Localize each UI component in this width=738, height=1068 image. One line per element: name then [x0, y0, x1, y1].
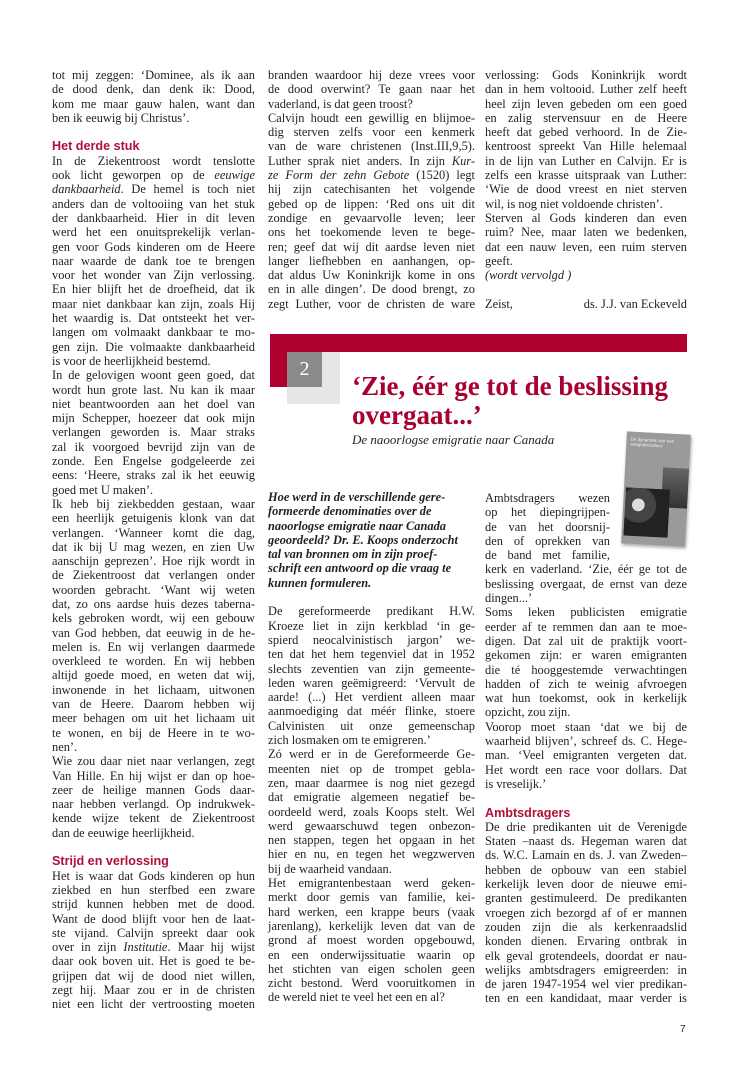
- paragraph: [268, 604, 475, 747]
- text-line: naar waarde de dank toe te brengen: [52, 253, 255, 268]
- text-line: strijd kunnen hebben met de dood.: [52, 897, 255, 912]
- text-line: niet een licht der vertroosting moeten: [52, 997, 255, 1012]
- article-header-bar: [270, 334, 687, 352]
- text-line: ds. W.C. Lamain en ds. J. van Zweden–: [485, 848, 687, 863]
- text-line: leden waren geëmigreerd: ‘Vervult de: [268, 675, 475, 690]
- page-number: 7: [680, 1024, 686, 1035]
- text-line: meenten niet op de trompet gebla-: [268, 761, 475, 776]
- text-line: ren; geef dat wij dit aardse leven niet: [268, 239, 475, 254]
- text-line: hadden of zich te weinig afvroegen: [485, 676, 687, 691]
- text-line: jarenlang), kerkelijk leven dat van de: [268, 918, 475, 933]
- column-3-text: [485, 68, 687, 311]
- paragraph: [268, 747, 475, 876]
- article-title: ‘Zie, éér ge tot de beslissing overgaat...’: [352, 371, 668, 430]
- text-line: Het derde stuk: [52, 139, 140, 154]
- text-line: niet beantwoorden aan het doel van: [52, 396, 255, 411]
- text-segment: . De hemel is toch niet: [120, 182, 255, 197]
- paragraph: [52, 154, 255, 368]
- text-line: digen. Dat zal uit de praktijk voort-: [485, 633, 687, 648]
- text-line: schrift een antwoord op die vraag te: [268, 561, 452, 576]
- text-line: meer behagen om uit het lichaam uit: [52, 711, 255, 726]
- section-heading: [52, 854, 255, 868]
- text-line: heeft dat gebed verhoord. In de Zie-: [485, 125, 687, 140]
- text-line: naoorlogse emigratie naar Canada: [268, 518, 446, 533]
- text-line: verlangen geworden is. Maar straks: [52, 425, 255, 440]
- article-number-badge: 2: [287, 352, 322, 387]
- text-line: Want de dood blijft voor hen de laat-: [52, 911, 255, 926]
- text-line: kom me maar gauw halen, want dan: [52, 96, 255, 111]
- text-line: en in alle dingen’. De dood brengt, zo: [268, 282, 475, 297]
- text-line: grijpen dat wij de dood niet willen,: [52, 968, 255, 983]
- text-line: Hoe werd in de verschillende gere-: [268, 490, 446, 504]
- text-line: ben ik eeuwig bij Christus’.: [52, 110, 190, 125]
- text-line: dat emigratie algemeen negatief be-: [268, 790, 475, 805]
- text-line: ste vijand. Calvijn spreekt daar ook: [52, 925, 255, 940]
- text-line: merkt door gemis van familie, kei-: [268, 890, 475, 905]
- text-line: het stichten van eigen scholen geen: [268, 961, 475, 976]
- text-line: Sterven al Gods kinderen dan even: [485, 210, 687, 225]
- paragraph-gap: [52, 125, 255, 139]
- text-line: En hier blijft het de droefheid, dat ik: [52, 282, 255, 297]
- text-line: anders dan de voltooiing van het stuk: [52, 196, 255, 211]
- text-line: De drie predikanten uit de Verenigde: [485, 819, 687, 834]
- paragraph: [268, 111, 475, 311]
- text-line: nen stappen, tegen het opgaan in het: [268, 833, 475, 848]
- text-line: ziekbed en hun sterfbed een zware: [52, 882, 255, 897]
- text-line: Kroeze liet in zijn kerkblad ‘in ge-: [268, 618, 475, 633]
- text-line: kerk en vaderland. ‘Zie, éér ge tot de: [485, 562, 687, 577]
- text-line: mijn Schepper, hoezeer dat ook mijn: [52, 411, 255, 426]
- text-line: ‘Wie de dood vreest en niet sterven: [485, 182, 687, 197]
- text-line: van God hebben, dat eeuwig in de he-: [52, 625, 255, 640]
- text-line: [268, 154, 475, 168]
- text-line: langen om volmaakt dankbaar te mo-: [52, 325, 255, 340]
- text-line: woorden gebracht. ‘Want wij weten: [52, 582, 255, 597]
- text-line: een heerlijk getuigenis klonk van dat: [52, 511, 255, 526]
- text-line: In de gelovigen woont geen goed, dat: [52, 368, 255, 383]
- text-line: Zó werd er in de Gereformeerde Ge-: [268, 747, 475, 762]
- text-line: en zalig stervensuur en de Heere: [485, 110, 687, 125]
- text-line: melen is. En wij verlangen daarmede: [52, 639, 255, 654]
- text-line: vaderland, is dat geen troost?: [268, 96, 413, 111]
- column-2-text: [268, 68, 475, 311]
- text-line: kende wijze tekent de Ziekentroost: [52, 811, 255, 826]
- text-line: voor het wonder van Zijn verlossing.: [52, 268, 255, 283]
- text-line: der dankbaarheid. Hier in dit leven: [52, 210, 255, 225]
- text-line: [52, 168, 255, 182]
- text-line: Van Hille. En hij wijst er dan op hoe-: [52, 768, 255, 783]
- text-line: kentroost spreekt Van Hille helemaal: [485, 139, 687, 154]
- paragraph: [52, 368, 255, 497]
- paragraph: [52, 68, 255, 125]
- text-line: gen voor Gods kinderen om de Heere: [52, 239, 255, 254]
- text-line: konden dienen. Ervaring ontbrak in: [485, 934, 687, 949]
- text-line: in de lijn van Luther en Calvijn. Er is: [485, 153, 687, 168]
- book-cover-title: De dynamiek van een emigratiecultuur: [630, 436, 675, 449]
- text-line: de jaren 1947-1954 wel vier predikan-: [485, 977, 687, 992]
- text-line: dingen...’: [485, 591, 533, 606]
- text-line: aarde! (...) Het verdient alleen maar: [268, 690, 475, 705]
- text-line: wordt hun grote last. Nu kan ik maar: [52, 382, 255, 397]
- text-line: eerder af te remmen dan aan te moe-: [485, 619, 687, 634]
- text-line: geoordeeld? Dr. E. Koops onderzocht: [268, 532, 458, 547]
- text-line: Voorop moet staan ‘dat we bij de: [485, 719, 687, 734]
- text-line: welijks ambtsdragers emigreerden: in: [485, 962, 687, 977]
- text-line: tot mij zeggen: ‘Dominee, als ik aan: [52, 68, 255, 82]
- text-segment: (1520) legt: [409, 168, 476, 183]
- text-line: Strijd en verlossing: [52, 854, 169, 869]
- text-line: hebben de opbouw van een stabiel: [485, 862, 687, 877]
- text-line: de Ziekentroost dat verlangen onder: [52, 568, 255, 583]
- text-line: geeft.: [485, 253, 513, 268]
- paragraph-gap: [485, 791, 687, 805]
- text-line: [52, 940, 255, 954]
- paragraph: [268, 876, 475, 1005]
- text-line: wat hun toekomst, ook in kerkelijk: [485, 691, 687, 706]
- author-place: Zeist,: [485, 296, 513, 311]
- text-line: Het emigrantenbestaan werd geken-: [268, 876, 475, 891]
- text-line: op het diepingrijpen-: [485, 505, 610, 520]
- text-line: naar hebben verlangd. Op indrukwek-: [52, 797, 255, 812]
- text-segment: ook licht geworpen op de: [52, 168, 215, 183]
- text-line: Calvinisten uit onze gemeenschap: [268, 718, 475, 733]
- text-line: Ik heb bij ziekbedden gestaan, waar: [52, 496, 255, 511]
- text-line: tal van bronnen om in zijn proef-: [268, 547, 438, 562]
- text-line: kunnen formuleren.: [268, 575, 372, 590]
- text-line: slechts zeventien van zijn gemeente-: [268, 661, 475, 676]
- text-line: dig sterven zelfs voor een kenmerk: [268, 125, 475, 140]
- paragraph: [52, 869, 255, 1012]
- text-line: oordeeld werd, zoals Koops stelt. Wel: [268, 804, 475, 819]
- text-line: ons het toekomende leven te bege-: [268, 225, 475, 240]
- text-line: maar niet dankbaar kan zijn, zoals Hij: [52, 296, 255, 311]
- text-line: die té hooggestemde verwachtingen: [485, 662, 687, 677]
- text-line: ten en een kandidaat, maar verder is: [485, 991, 687, 1006]
- text-line: Het wordt een race voor dollars. Dat: [485, 762, 687, 777]
- text-line: zouden zijn die als kerkenraadslid: [485, 919, 687, 934]
- text-line: de van het doorsnij-: [485, 519, 610, 534]
- text-line: bij de waarheid vandaan.: [268, 861, 392, 876]
- text-line: Staten –naast ds. Hegeman waren dat: [485, 834, 687, 849]
- text-line: zelfs een krasse uitspraak van Luther:: [485, 168, 687, 183]
- text-line: gekomen zijn: er waren emigranten: [485, 648, 687, 663]
- text-line: dat ik bij U mag wezen, en zien Uw: [52, 539, 255, 554]
- text-line: opzicht, zou zijn.: [485, 705, 571, 720]
- text-line: Calvijn houdt een gewillig en blijmoe-: [268, 110, 475, 125]
- text-segment: Luther sprak niet anders. In zijn: [268, 153, 452, 168]
- text-line: dan in hem voltooid. Luther zelf heeft: [485, 82, 687, 97]
- text-line: wil, is nog niet voldoende christen’.: [485, 196, 663, 211]
- text-line: zal ik voorgoed bevrijd zijn van de: [52, 439, 255, 454]
- paragraph: [485, 491, 687, 605]
- text-line: zeer de heilige mannen Gods daar-: [52, 782, 255, 797]
- article-column-left: [268, 490, 475, 1005]
- paragraph-gap: [485, 282, 687, 296]
- text-line: de band met familie,: [485, 548, 610, 563]
- text-line: (wordt vervolgd ): [485, 268, 572, 283]
- text-line: te wonen, en bij de Heere in te wo-: [52, 725, 255, 740]
- text-line: langer liefhebben en aanhangen, op-: [268, 253, 475, 268]
- italic-text: ze Form der zehn Gebote: [268, 168, 410, 183]
- section-heading: [52, 139, 255, 153]
- paragraph: [485, 720, 687, 791]
- text-line: van de Heere. Daarom hebben wij: [52, 697, 255, 712]
- text-line: zegt Luther, voor de christen de ware: [268, 296, 475, 311]
- paragraph: [485, 211, 687, 268]
- paragraph: [268, 68, 475, 111]
- text-line: [268, 168, 475, 182]
- text-line: en een onderwijssituatie waarin op: [268, 947, 475, 962]
- text-line: spierd neocalvinistisch jargon’ we-: [268, 632, 475, 647]
- text-line: den of oprekken van: [485, 533, 610, 548]
- text-line: het waardig is. Dat ontsteekt het ver-: [52, 311, 255, 326]
- text-line: Het is waar dat Gods kinderen op hun: [52, 868, 255, 883]
- italic-text: dankbaarheid: [52, 182, 121, 197]
- italic-text: eeuwige: [214, 168, 255, 183]
- text-line: verlossing: Gods Koninkrijk wordt: [485, 68, 687, 82]
- text-line: Soms leken publicisten emigratie: [485, 605, 687, 620]
- text-line: [52, 182, 255, 196]
- text-line: gebed op de lippen: ‘Red ons uit dit: [268, 196, 475, 211]
- text-line: is voor de heerlijkheid bestemd.: [52, 353, 211, 368]
- text-line: dat een nauw leven, een ruim sterven: [485, 239, 687, 254]
- text-line: hier en nu, en tegen het wegzwerven: [268, 847, 475, 862]
- paragraph: [485, 820, 687, 1006]
- text-line: werd het een onuitsprekelijk verlan-: [52, 225, 255, 240]
- text-line: hard werken, een krappe beurs (vaak: [268, 904, 475, 919]
- author-name: ds. J.J. van Eckeveld: [583, 296, 687, 311]
- text-line: vroegen zich bezorgd af of er mannen: [485, 905, 687, 920]
- text-segment: over in zijn: [52, 940, 124, 955]
- text-line: aanschijn geprezen’. Hoe rijk wordt in: [52, 554, 255, 569]
- text-line: grond af moest worden opgebouwd,: [268, 933, 475, 948]
- text-line: zen, maar daarmee is nog niet gezegd: [268, 775, 475, 790]
- text-line: is vreselijk.’: [485, 776, 547, 791]
- text-segment: . Maar hij wijst: [167, 940, 255, 955]
- paragraph: [52, 754, 255, 840]
- text-line: aanmoediging dat méér flinke, stoere: [268, 704, 475, 719]
- text-line: dan de eeuwige heerlijkheid.: [52, 825, 195, 840]
- text-line: inwonende in het lichaam, uitwonen: [52, 682, 255, 697]
- text-line: ruim? Nee, maar laten we bedenken,: [485, 225, 687, 240]
- text-line: kerkelijk leven door de nieuwe emi-: [485, 877, 687, 892]
- text-line: beslissing overgaat, de ernst van deze: [485, 576, 687, 591]
- text-line: Ambtsdragers wezen: [485, 491, 610, 505]
- text-line: man. ‘Veel emigranten vergeten dat.: [485, 748, 687, 763]
- text-line: de dood denk, dan denk ik: Dood,: [52, 82, 255, 97]
- text-line: De gereformeerde predikant H.W.: [268, 604, 475, 619]
- section-heading: [485, 806, 687, 820]
- text-line: verlangen. ‘Wanneer komt die dag,: [52, 525, 255, 540]
- text-line: kels gebroken wordt, wij een gebouw: [52, 611, 255, 626]
- text-line: zich losmaken om te emigreren.’: [268, 733, 431, 748]
- text-line: gen zijn. Die volmaakte dankbaarheid: [52, 339, 255, 354]
- text-line: dat aldus Uw Koninkrijk kome in ons: [268, 268, 475, 283]
- text-line: daar ook boven uit. Het is goed te be-: [52, 954, 255, 969]
- text-line: goed met U maken’.: [52, 482, 154, 497]
- text-line: ten dat het hem tegenviel dat in 1952: [268, 647, 475, 662]
- text-line: branden waardoor hij deze vrees voor: [268, 68, 475, 82]
- paragraph-gap: [52, 840, 255, 854]
- paragraph: [485, 68, 687, 211]
- text-line: In de Ziekentroost wordt tenslotte: [52, 153, 255, 168]
- paragraph: [485, 268, 687, 282]
- text-line: Ambtsdragers: [485, 805, 571, 820]
- signature: [485, 297, 687, 311]
- italic-text: Institutie: [123, 940, 168, 955]
- italic-text: Kur-: [451, 153, 475, 168]
- text-line: eens: ‘Heere, straks zal ik het eeuwig: [52, 468, 255, 483]
- text-line: Wie zou daar niet naar verlangen, zegt: [52, 754, 255, 769]
- text-line: zondige en gevaarvolle leven; leer: [268, 210, 475, 225]
- text-line: formeerde denominaties over de: [268, 504, 432, 519]
- text-line: granten gestimuleerd. De predikanten: [485, 891, 687, 906]
- paragraph: [485, 605, 687, 719]
- text-line: elk geval grotendeels, doordat er nau-: [485, 948, 687, 963]
- text-line: werd gewaarschuwd tegen onbezon-: [268, 818, 475, 833]
- article-column-right: [485, 491, 687, 1006]
- text-line: zicht bestond. Werd vooruitkomen in: [268, 976, 475, 991]
- column-1-text: [52, 68, 255, 1012]
- text-line: waarheid blijven’, schreef ds. C. Hege-: [485, 734, 687, 749]
- text-line: zegt hij. Maar zou er in de christen: [52, 983, 255, 997]
- paragraph: [52, 497, 255, 754]
- text-line: de wereld niet te veel het een en al?: [268, 990, 445, 1005]
- text-line: nen’.: [52, 739, 78, 754]
- paragraph-gap: [268, 590, 475, 604]
- text-line: zonde. Een Engelse godgeleerde zei: [52, 454, 255, 469]
- text-line: heel zijn leven gebeden om een goed: [485, 96, 687, 111]
- text-line: altijd goede moed, en weten dat wij,: [52, 668, 255, 683]
- text-line: hij zijn catechisanten het volgende: [268, 182, 475, 197]
- article-intro: [268, 490, 475, 590]
- article-header-accent: [270, 352, 287, 387]
- text-line: overkleed te worden. En wij hebben: [52, 654, 255, 669]
- text-line: de dood overwint? Te gaan naar het: [268, 82, 475, 97]
- text-line: van de ware christenen (Inst.III,9,5).: [268, 139, 475, 154]
- article-subtitle: De naoorlogse emigratie naar Canada: [352, 432, 555, 447]
- text-line: dat, zo ons aardse huis dezes taberna-: [52, 596, 255, 611]
